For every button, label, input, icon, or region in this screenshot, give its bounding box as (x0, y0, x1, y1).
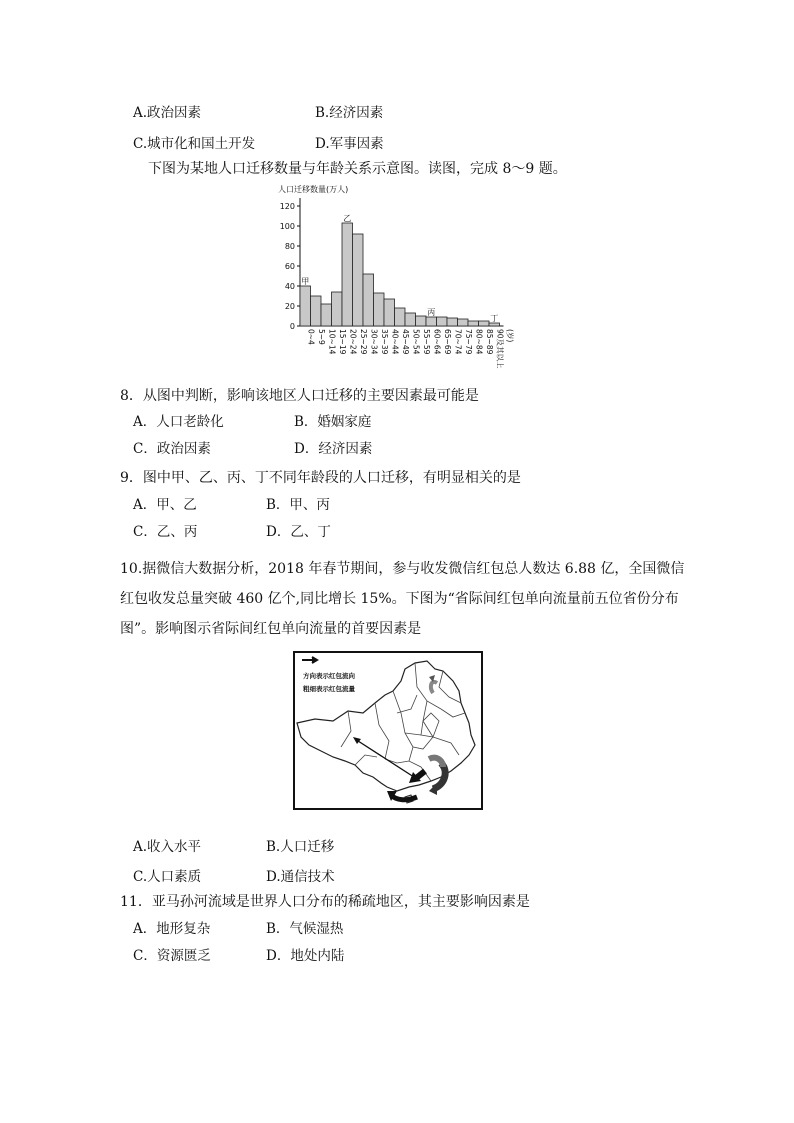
q8-option-a: A．人口老龄化 (133, 414, 224, 430)
q8-stem: 8．从图中判断，影响该地区人口迁移的主要因素最可能是 (120, 388, 479, 404)
bar (374, 293, 385, 326)
q8-option-d: D．经济因素 (294, 441, 373, 457)
q8-option-c: C．政治因素 (133, 441, 211, 457)
y-tick-label: 80 (284, 242, 295, 251)
bar (342, 223, 353, 326)
map-legend-direction: 方向表示红包流向 (303, 672, 355, 680)
bar (332, 292, 343, 326)
x-tick-label: 55~59 (421, 329, 431, 355)
x-tick-label: 45~49 (400, 329, 410, 355)
bar (468, 321, 479, 326)
bar (311, 296, 322, 326)
q9-stem: 9．图中甲、乙、丙、丁不同年龄段的人口迁移，有明显相关的是 (120, 470, 521, 486)
bar (426, 317, 437, 326)
q10-line-1: 10.据微信大数据分析，2018 年春节期间，参与收发微信红包总人数达 6.88 亿，全国微信 (120, 561, 685, 577)
bar (447, 318, 458, 326)
x-tick-label: 75~79 (463, 329, 473, 355)
y-axis-label: 人口迁移数量(万人) (278, 185, 349, 194)
bar (458, 319, 469, 326)
x-tick-label: 70~74 (453, 329, 463, 355)
red-packet-flow-map (293, 651, 483, 810)
x-tick-label: 30~34 (369, 329, 379, 355)
bar (395, 308, 406, 326)
q11-option-b: B．气候湿热 (266, 921, 344, 937)
x-axis-unit: (岁) (505, 329, 515, 343)
bar (321, 304, 332, 326)
q11-stem: 11．亚马孙河流域是世界人口分布的稀疏地区，其主要影响因素是 (120, 894, 530, 910)
q8-option-b: B．婚姻家庭 (294, 414, 372, 430)
x-tick-label: 35~39 (379, 329, 389, 355)
bar-annotation: 乙 (343, 214, 352, 223)
bar (300, 286, 311, 326)
q10-line-3: 图”。影响图示省际间红包单向流量的首要因素是 (120, 621, 422, 637)
y-tick-label: 40 (284, 282, 295, 291)
q10-line-2: 红包收发总量突破 460 亿个,同比增长 15%。下图为“省际间红包单向流量前五位省份分布 (120, 591, 679, 607)
x-tick-label: 40~44 (390, 329, 400, 355)
bar (353, 234, 364, 326)
q9-option-a: A．甲、乙 (133, 497, 197, 513)
x-tick-label: 90及其以上 (495, 329, 505, 369)
x-tick-label: 85~89 (484, 329, 494, 355)
bar (437, 317, 448, 326)
bar-annotation: 丙 (427, 308, 436, 317)
bar (384, 299, 395, 326)
intro-8-9: 下图为某地人口迁移数量与年龄关系示意图。读图，完成 8～9 题。 (148, 161, 567, 177)
q7-option-b: B.经济因素 (315, 105, 384, 121)
bar (416, 316, 427, 326)
q11-option-c: C．资源匮乏 (133, 948, 211, 964)
bar (405, 313, 416, 326)
q9-option-b: B．甲、丙 (266, 497, 330, 513)
x-tick-label: 80~84 (474, 329, 484, 355)
x-tick-label: 60~64 (432, 329, 442, 355)
x-tick-label: 65~69 (442, 329, 452, 355)
x-tick-label: 50~54 (411, 329, 421, 355)
x-tick-label: 15~19 (337, 329, 347, 355)
x-tick-label: 20~24 (348, 329, 358, 355)
q9-option-d: D．乙、丁 (266, 524, 331, 540)
y-tick-label: 20 (284, 302, 295, 311)
bar (479, 321, 490, 326)
q11-option-d: D．地处内陆 (266, 948, 345, 964)
q10-option-b: B.人口迁移 (266, 839, 335, 855)
y-tick-label: 120 (279, 202, 295, 211)
x-tick-label: 10~14 (327, 329, 337, 355)
bar-annotation: 丁 (490, 314, 499, 323)
y-tick-label: 100 (279, 222, 295, 231)
bar-annotation: 甲 (301, 277, 310, 286)
x-tick-label: 5~9 (316, 329, 326, 345)
q7-option-c: C.城市化和国土开发 (133, 136, 256, 152)
bar (363, 274, 374, 326)
x-tick-label: 25~29 (358, 329, 368, 355)
q11-option-a: A．地形复杂 (133, 921, 211, 937)
q10-option-c: C.人口素质 (133, 869, 202, 885)
y-tick-label: 60 (284, 262, 295, 271)
q9-option-c: C．乙、丙 (133, 524, 198, 540)
x-tick-label: 0~4 (306, 329, 316, 345)
q10-option-a: A.收入水平 (133, 839, 202, 855)
map-legend-thickness: 粗细表示红包流量 (303, 685, 355, 693)
y-tick-label: 0 (289, 322, 295, 331)
q7-option-d: D.军事因素 (315, 136, 384, 152)
q10-option-d: D.通信技术 (266, 869, 335, 885)
age-migration-chart (276, 182, 520, 374)
bar (489, 323, 500, 326)
q7-option-a: A.政治因素 (133, 105, 202, 121)
